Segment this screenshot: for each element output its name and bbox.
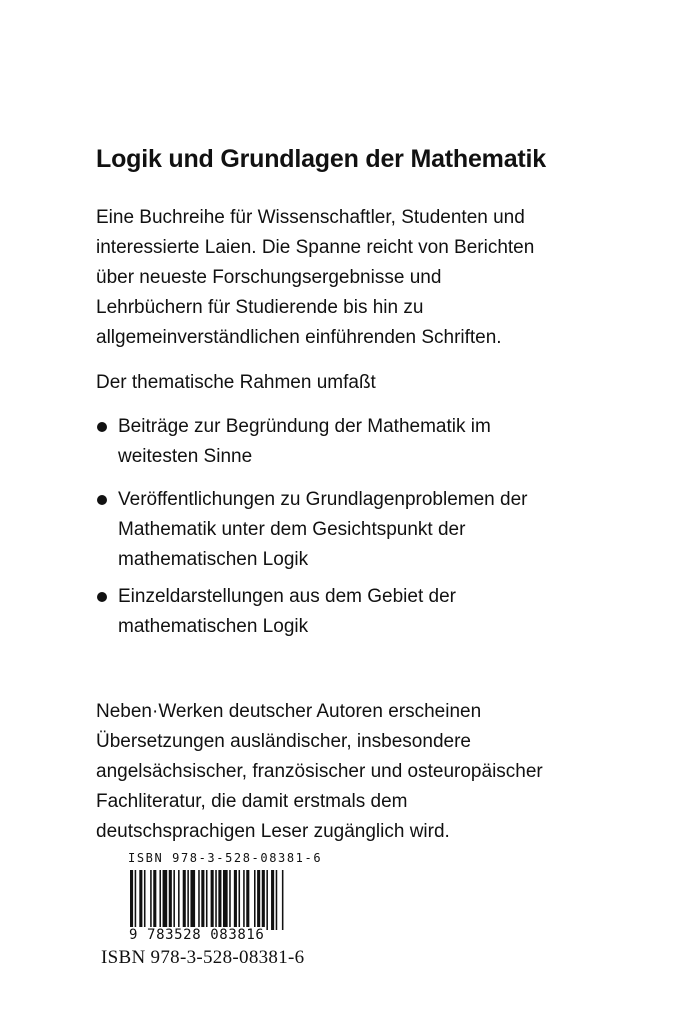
barcode-bar (187, 870, 189, 930)
isbn-top-label: ISBN 978-3-528-08381-6 (128, 851, 323, 865)
barcode-bar (271, 870, 274, 930)
bullet-dot-icon (97, 592, 107, 602)
closing-line: Fachliteratur, die damit erstmals dem (96, 791, 408, 812)
barcode-bar (150, 870, 152, 930)
barcode-bar (139, 870, 142, 930)
intro-line: allgemeinverständlichen einführenden Schriften. (96, 327, 502, 348)
closing-line: deutschsprachigen Leser zugänglich wird. (96, 821, 450, 842)
barcode-bar (183, 870, 186, 930)
intro-line: interessierte Laien. Die Spanne reicht von Berichten (96, 237, 535, 258)
series-title: Logik und Grundlagen der Mathematik (96, 145, 546, 173)
barcode-bar (144, 870, 146, 930)
barcode-bar (159, 870, 161, 930)
barcode-bar (218, 870, 221, 930)
barcode-bar (178, 870, 180, 930)
barcode-bar (201, 870, 204, 930)
barcode-bar (198, 870, 200, 930)
barcode-bar (243, 870, 245, 930)
bullet-line: weitesten Sinne (118, 446, 253, 467)
closing-paragraph (96, 697, 596, 847)
barcode-bar (173, 870, 175, 930)
barcode-bar (234, 870, 237, 930)
barcode-bar (206, 870, 208, 930)
barcode-bar (229, 870, 231, 930)
intro-line: über neueste Forschungsergebnisse und (96, 267, 442, 288)
bullet-line: Veröffentlichungen zu Grundlagenproblemen der (118, 489, 528, 510)
intro-line: Lehrbüchern für Studierende bis hin zu (96, 297, 424, 318)
bullet-dot-icon (97, 495, 107, 505)
barcode-bar (262, 870, 265, 930)
bullet-line: Einzeldarstellungen aus dem Gebiet der (118, 586, 456, 607)
barcode-bar (282, 870, 284, 930)
bullet-line: mathematischen Logik (118, 549, 309, 570)
closing-line: Neben·Werken deutscher Autoren erscheinen (96, 701, 482, 722)
barcode-bar (153, 870, 156, 930)
closing-line: Übersetzungen ausländischer, insbesondere (96, 731, 471, 752)
closing-line: angelsächsischer, französischer und osteuropäischer (96, 761, 543, 782)
barcode-digits: 9 783528 083816 (129, 927, 265, 943)
bullet-line: mathematischen Logik (118, 616, 309, 637)
barcode-bar (246, 870, 249, 930)
frame-heading: Der thematische Rahmen umfaßt (96, 372, 376, 393)
barcode-bar (190, 870, 195, 930)
intro-line: Eine Buchreihe für Wissenschaftler, Studenten und (96, 207, 525, 228)
bullet-line: Beiträge zur Begründung der Mathematik im (118, 416, 491, 437)
barcode-bar (266, 870, 268, 930)
barcode-bar (254, 870, 256, 930)
barcode-bar (276, 870, 278, 930)
bullet-line: Mathematik unter dem Gesichtspunkt der (118, 519, 466, 540)
intro-paragraph (96, 203, 596, 353)
barcode-bar (169, 870, 172, 930)
bullet-dot-icon (97, 422, 107, 432)
isbn-bottom-label: ISBN 978-3-528-08381-6 (101, 947, 305, 968)
barcode-bar (239, 870, 241, 930)
barcode-bar (257, 870, 260, 930)
barcode-bar (211, 870, 214, 930)
barcode-bar (223, 870, 228, 930)
barcode-bar (163, 870, 168, 930)
